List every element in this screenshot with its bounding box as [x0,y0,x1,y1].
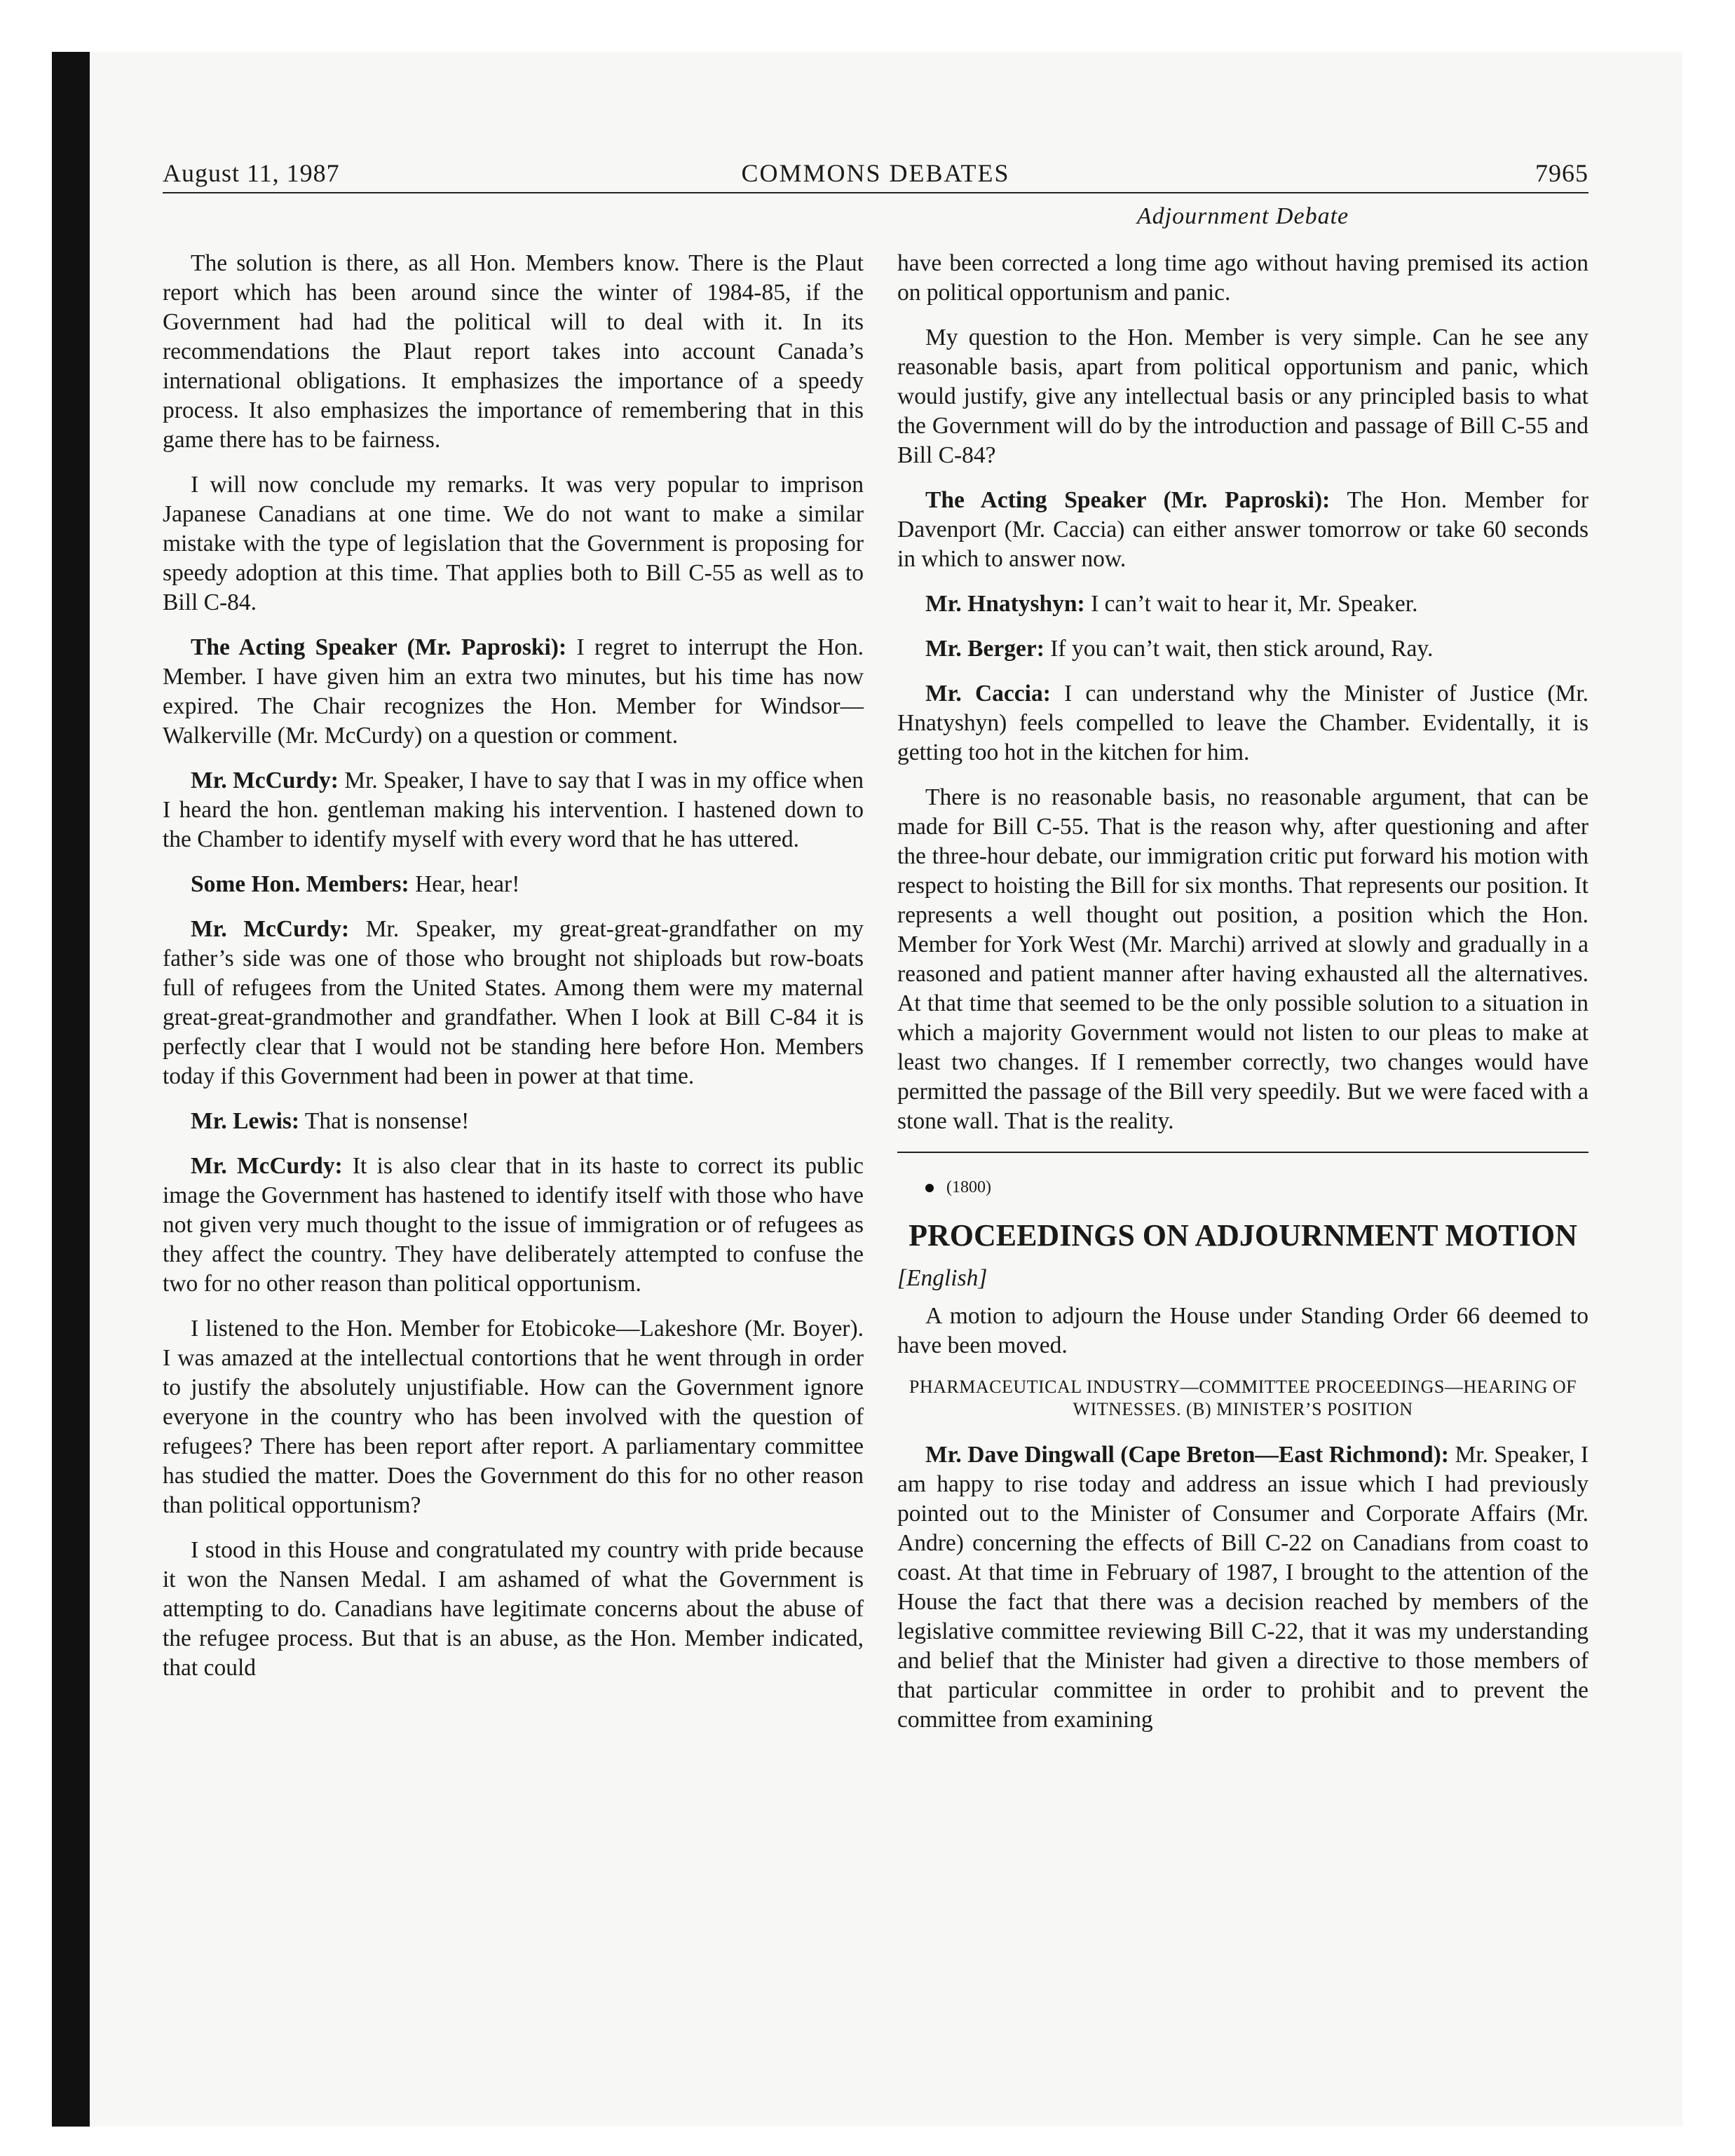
speech-paragraph [163,1152,864,1299]
page-header [163,156,1588,193]
running-head: Adjournment Debate [1136,203,1349,229]
speaker-name: Mr. Berger: [925,636,1045,662]
right-column [897,249,1588,1750]
subheading: PHARMACEUTICAL INDUSTRY—COMMITTEE PROCEEDINGS—HEARING OF WITNESSES. (B) MINISTER’S POSITION [909,1377,1577,1419]
paragraph: The solution is there, as all Hon. Members know. There is the Plaut report which has been around since the winter of 1984-85, if the Government had had the political will to deal with it. In its recommendations the Plaut report takes into account Canada’s international obligations. It emphasizes the importance of a speedy process. It also emphasizes the importance of remembering that in this game there has to be fairness. [163,250,864,453]
speaker-name: The Acting Speaker (Mr. Paproski): [925,487,1331,513]
language-tag: [English] [897,1265,988,1291]
speech-paragraph [897,1440,1588,1735]
speaker-name: Mr. McCurdy: [191,1153,343,1179]
header-page-number: 7965 [1535,159,1588,187]
paragraph-continued: have been corrected a long time ago without having premised its action on political opportunism and panic. [897,250,1588,306]
time-marker-text: (1800) [946,1178,991,1196]
speech-text: Mr. Speaker, I am happy to rise today and address an issue which I had previously pointed out to the Minister of Consumer and Corporate Affairs (Mr. Andre) concerning the effects of Bill C-22 on Canadians from coast to coast. At that time in February of 1987, I brought to the attention of the House the fact that there was a decision reached by members of the legislative committee reviewing Bill C-22, that it was my understanding and belief that the Minister had given a directive to those members of that particular committee in order to prohibit and to prevent the committee from examining [897,1442,1589,1733]
speech-text: The Hon. Member for Davenport (Mr. Caccia) can either answer tomorrow or take 60 seconds in which to answer now. [897,487,1588,572]
speaker-name: Mr. Hnatyshyn: [925,591,1085,617]
speech-text: Mr. Speaker, I have to say that I was in my office when I heard the hon. gentleman making his intervention. I hastened down to the Chamber to identify myself with every word that he has uttered. [163,767,864,852]
speaker-name: Some Hon. Members: [191,871,409,897]
speech-paragraph [163,1107,864,1136]
speech-paragraph [163,915,864,1091]
paragraph: I listened to the Hon. Member for Etobicoke—Lakeshore (Mr. Boyer). I was amazed at the intellectual contortions that he went through in order to justify the absolutely unjustifiable. How can the Government ignore everyone in the country who has been involved with the question of refugees? There has been report after report. A parliamentary committee has studied the matter. Does the Government do this for no other reason than political opportunism? [163,1316,864,1518]
header-date: August 11, 1987 [163,159,340,187]
header-publication: COMMONS DEBATES [741,159,1010,187]
paragraph: I will now conclude my remarks. It was very popular to imprison Japanese Canadians at one time. We do not want to make a similar mistake with the type of legislation that the Government is proposing for speedy adoption at this time. That applies both to Bill C-55 as well as to Bill C-84. [163,472,864,615]
speech-text: If you can’t wait, then stick around, Ray. [1050,636,1434,662]
section-divider [897,1152,1588,1153]
speech-paragraph [897,634,1588,664]
speech-text: It is also clear that in its haste to correct its public image the Government has hastened to identify itself with those who have not given very much thought to the issue of immigration or of refugees as they affect the country. They have deliberately attempted to confuse the two for no other reason than political opportunism. [163,1153,864,1297]
speech-text: I can’t wait to hear it, Mr. Speaker. [1091,591,1418,617]
speech-text: Mr. Speaker, my great-great-grandfather on my father’s side was one of those who brought not shiploads but row-boats full of refugees from the United States. Among them were my maternal great-great-grandmother and grandfather. When I look at Bill C-84 it is perfectly clear that I would not be standing here before Hon. Members today if this Government had been in power at that time. [163,916,864,1089]
speech-paragraph [163,870,864,899]
scan-edge [52,52,90,2127]
speech-paragraph [897,679,1588,767]
speaker-name: Mr. Caccia: [925,681,1051,707]
bullet-icon [925,1184,934,1192]
speech-text: That is nonsense! [304,1108,470,1134]
paragraph: I stood in this House and congratulated my country with pride because it won the Nansen Medal. I am ashamed of what the Government is attempting to do. Canadians have legitimate concerns about the abuse of the refugee process. But that is an abuse, as the Hon. Member indicated, that could [163,1537,864,1681]
speech-text: I regret to interrupt the Hon. Member. I have given him an extra two minutes, but his time has now expired. The Chair recognizes the Hon. Member for Windsor—Walkerville (Mr. McCurdy) on a question or comment. [163,634,864,749]
speaker-name: The Acting Speaker (Mr. Paproski): [191,634,567,660]
speaker-name: Mr. Lewis: [191,1108,300,1134]
left-column [163,249,864,1698]
speech-paragraph [163,766,864,854]
speaker-name: Mr. McCurdy: [191,767,339,793]
speech-text: Hear, hear! [415,871,520,897]
speaker-name: Mr. Dave Dingwall (Cape Breton—East Richmond): [925,1442,1449,1468]
time-marker [897,1173,1588,1202]
paragraph: There is no reasonable basis, no reasonable argument, that can be made for Bill C-55. That is the reason why, after questioning and after the three-hour debate, our immigration critic put forward his motion with respect to hoisting the Bill for six months. That represents our position. It represents a well thought out position, a position which the Hon. Member for York West (Mr. Marchi) arrived at slowly and gradually in a reasoned and patient manner after having exhausted all the alternatives. At that time that seemed to be the only possible solution to a situation in which a majority Government would not listen to our pleas to make at least two changes. If I remember correctly, two changes would have permitted the passage of the Bill very speedily. But we were faced with a stone wall. That is the reality. [897,784,1588,1134]
speaker-name: Mr. McCurdy: [191,916,350,942]
speech-paragraph [897,589,1588,619]
speech-text: I can understand why the Minister of Justice (Mr. Hnatyshyn) feels compelled to leave the Chamber. Evidentally, it is getting too hot in the kitchen for him. [897,681,1589,765]
paragraph: My question to the Hon. Member is very simple. Can he see any reasonable basis, apart from political opportunism and panic, which would justify, give any intellectual basis or any principled basis to what the Government will do by the introduction and passage of Bill C-55 and Bill C-84? [897,325,1588,468]
paragraph: A motion to adjourn the House under Standing Order 66 deemed to have been moved. [897,1303,1588,1358]
speech-paragraph [897,486,1588,574]
speech-paragraph [163,633,864,751]
section-heading: PROCEEDINGS ON ADJOURNMENT MOTION [909,1218,1577,1253]
